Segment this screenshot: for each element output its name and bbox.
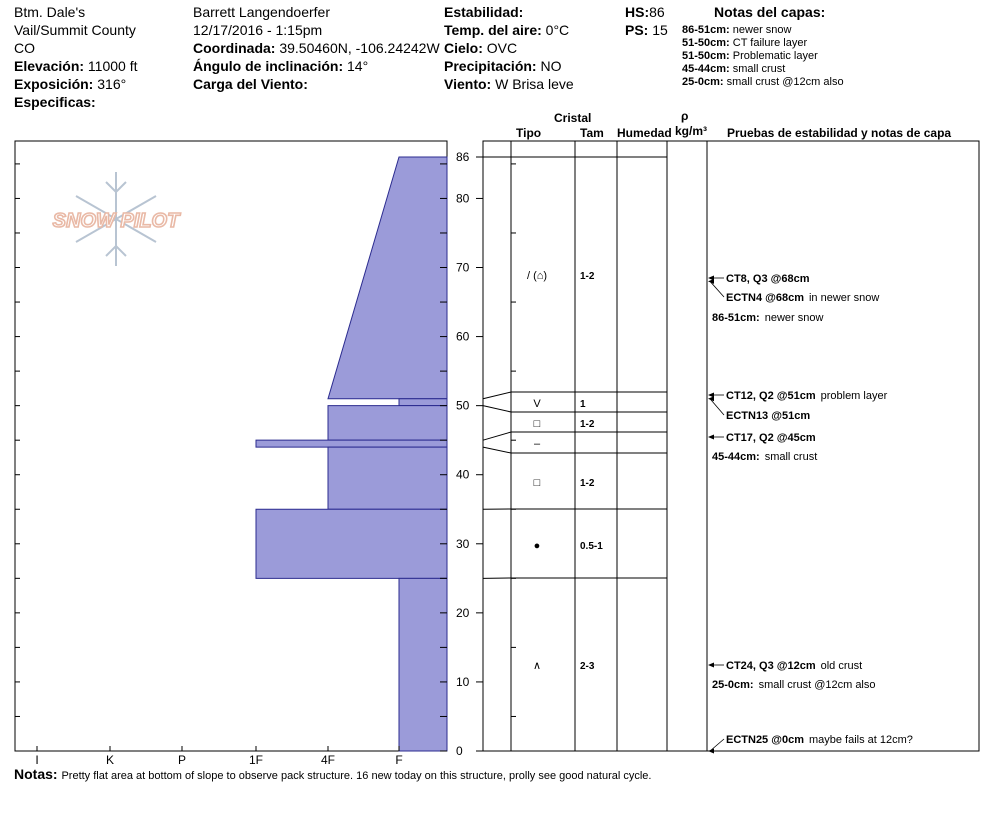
layer-notes-title: Notas del capas:	[714, 4, 826, 20]
test-annotation	[726, 292, 879, 304]
layer-note-text: Problematic layer	[732, 50, 818, 62]
notes-row	[14, 766, 651, 784]
test-text: problem layer	[820, 390, 888, 402]
crystal-type-label: □	[533, 477, 541, 489]
test-annotation	[726, 734, 913, 746]
depth-tick-label: 0	[456, 744, 463, 758]
crystal-type-label: / (⌂)	[526, 270, 548, 282]
precip-label: Precipitación:	[444, 58, 537, 74]
datetime: 12/17/2016 - 1:15pm	[193, 22, 323, 38]
depth-tick-label: 50	[456, 398, 470, 413]
test-annotation	[712, 679, 876, 691]
crystal-type-label: V	[533, 398, 541, 410]
test-pointer	[710, 739, 724, 751]
test-text: newer snow	[764, 312, 824, 324]
coordinate-value: 39.50460N, -106.24242W	[279, 40, 440, 56]
depth-tick-label: 80	[456, 191, 470, 206]
test-bold: CT17, Q2 @45cm	[726, 432, 816, 444]
test-arrowhead	[708, 663, 714, 668]
aspect-label: Exposición:	[14, 76, 94, 92]
hardness-layer-4	[328, 447, 447, 509]
depth-tick-label: 40	[456, 467, 470, 482]
moisture-header: Humedad	[617, 126, 672, 140]
layer-note-text: newer snow	[732, 24, 792, 36]
stability-tests	[708, 273, 913, 754]
hs-value: 86	[649, 4, 665, 20]
precip-value: NO	[540, 58, 562, 74]
logo-text: SNOW PILOT	[52, 210, 180, 232]
crystal-type-label: □	[533, 418, 541, 430]
crystal-size-label: 1	[580, 399, 586, 410]
depth-tick-label: 60	[456, 329, 470, 344]
hardness-tick-label: F	[395, 753, 403, 767]
observer: Barrett Langendoerfer	[193, 4, 330, 20]
depth-tick-label: 10	[456, 674, 470, 689]
test-bold: 86-51cm:	[712, 312, 760, 324]
rho-header: ρ	[681, 109, 689, 123]
state: CO	[14, 40, 35, 56]
test-bold: CT24, Q3 @12cm	[726, 660, 816, 672]
test-bold: CT12, Q2 @51cm	[726, 390, 816, 402]
crystal-labels	[527, 270, 603, 672]
layer-note-range: 86-51cm:	[682, 24, 730, 36]
test-text: old crust	[820, 660, 863, 672]
crystal-header: Cristal	[554, 111, 592, 125]
sky-value: OVC	[486, 40, 518, 56]
depth-tick-label: 20	[456, 605, 470, 620]
test-arrowhead	[708, 435, 714, 440]
ps-value: 15	[652, 22, 668, 38]
test-bold: 25-0cm:	[712, 679, 754, 691]
size-header: Tam	[580, 126, 604, 140]
notes-text: Pretty flat area at bottom of slope to observe pack structure. 16 new today on this structure, prolly see good natural cycle.	[61, 770, 652, 782]
test-bold: ECTN13 @51cm	[726, 410, 811, 422]
layer-note-range: 51-50cm:	[682, 50, 730, 62]
hardness-tick-label: 4F	[320, 753, 336, 767]
crystal-size-label: 2-3	[580, 661, 595, 672]
region: Vail/Summit County	[14, 22, 136, 38]
notes-label: Notas:	[14, 766, 58, 782]
test-text: in newer snow	[808, 292, 880, 304]
layer-note-text: small crust @12cm also	[726, 76, 844, 88]
test-text: small crust @12cm also	[758, 679, 876, 691]
air-temp-label: Temp. del aire:	[444, 22, 542, 38]
hardness-tick-label: P	[177, 753, 187, 767]
hardness-layer-5	[256, 509, 447, 578]
test-bold: 45-44cm:	[712, 451, 760, 463]
test-annotation	[712, 312, 823, 324]
test-bold: ECTN25 @0cm	[726, 734, 804, 746]
test-annotation	[726, 410, 810, 422]
density-unit-header: kg/m³	[675, 124, 708, 138]
wind-label: Viento:	[444, 76, 492, 92]
crystal-size-label: 1-2	[580, 271, 595, 282]
test-text: maybe fails at 12cm?	[808, 734, 913, 746]
wind-value: W Brisa leve	[495, 76, 574, 92]
specifics-label: Especificas:	[14, 94, 96, 110]
crystal-size-label: 1-2	[580, 478, 595, 489]
test-bold: CT8, Q3 @68cm	[726, 273, 810, 285]
layer-note-range: 45-44cm:	[682, 63, 730, 75]
aspect-value: 316°	[97, 76, 127, 92]
crystal-type-label: ●	[533, 540, 541, 552]
hardness-tick-label: 1F	[248, 753, 264, 767]
wind-load-label: Carga del Viento:	[193, 76, 308, 92]
hardness-axis	[35, 746, 402, 767]
hardness-layer-0	[328, 157, 447, 399]
depth-tick-label: 70	[456, 260, 470, 275]
sky-label: Cielo:	[444, 40, 483, 56]
tests-header: Pruebas de estabilidad y notas de capa	[727, 126, 952, 140]
test-arrowhead	[708, 279, 714, 284]
ps-label: PS:	[625, 22, 649, 38]
slope-value: 14°	[347, 58, 369, 74]
layer-note-text: small crust	[732, 63, 786, 75]
air-temp-value: 0°C	[545, 22, 570, 38]
hardness-layer-2	[328, 406, 447, 441]
depth-tick-label: 30	[456, 536, 470, 551]
elevation-value: 11000 ft	[87, 58, 138, 74]
crystal-type-label: ∧	[532, 660, 542, 672]
hardness-tick-label: K	[105, 753, 115, 767]
left-axis-ticks	[15, 164, 20, 751]
test-text: small crust	[764, 451, 818, 463]
test-annotation	[726, 432, 816, 444]
test-pointer	[710, 399, 724, 415]
test-pointer	[710, 281, 724, 297]
layer-note-range: 51-50cm:	[682, 37, 730, 49]
snowpilot-logo	[53, 172, 181, 266]
coordinate-label: Coordinada:	[193, 40, 276, 56]
crystal-type-label: –	[533, 438, 541, 450]
hs-label: HS:	[625, 4, 650, 20]
elevation-label: Elevación:	[14, 58, 85, 74]
hardness-tick-label: I	[35, 753, 39, 767]
test-bold: ECTN4 @68cm	[726, 292, 804, 304]
crystal-size-label: 0.5-1	[580, 541, 603, 552]
test-annotation	[726, 660, 862, 672]
layer-note-range: 25-0cm:	[682, 76, 724, 88]
test-annotation	[726, 390, 888, 402]
test-arrowhead	[708, 749, 714, 754]
location-name: Btm. Dale's	[14, 4, 86, 20]
crystal-size-label: 1-2	[580, 419, 595, 430]
depth-tick-label: 86	[456, 150, 470, 164]
hardness-layer-6	[399, 578, 447, 751]
stability-label: Estabilidad:	[444, 4, 524, 20]
hardness-layer-1	[399, 399, 447, 406]
test-annotation	[726, 273, 810, 285]
hardness-layers	[256, 157, 447, 751]
test-annotation	[712, 451, 817, 463]
hardness-layer-3	[256, 440, 447, 447]
layer-note-text: CT failure layer	[732, 37, 808, 49]
slope-label: Ángulo de inclinación:	[193, 58, 344, 74]
type-header: Tipo	[516, 126, 542, 140]
